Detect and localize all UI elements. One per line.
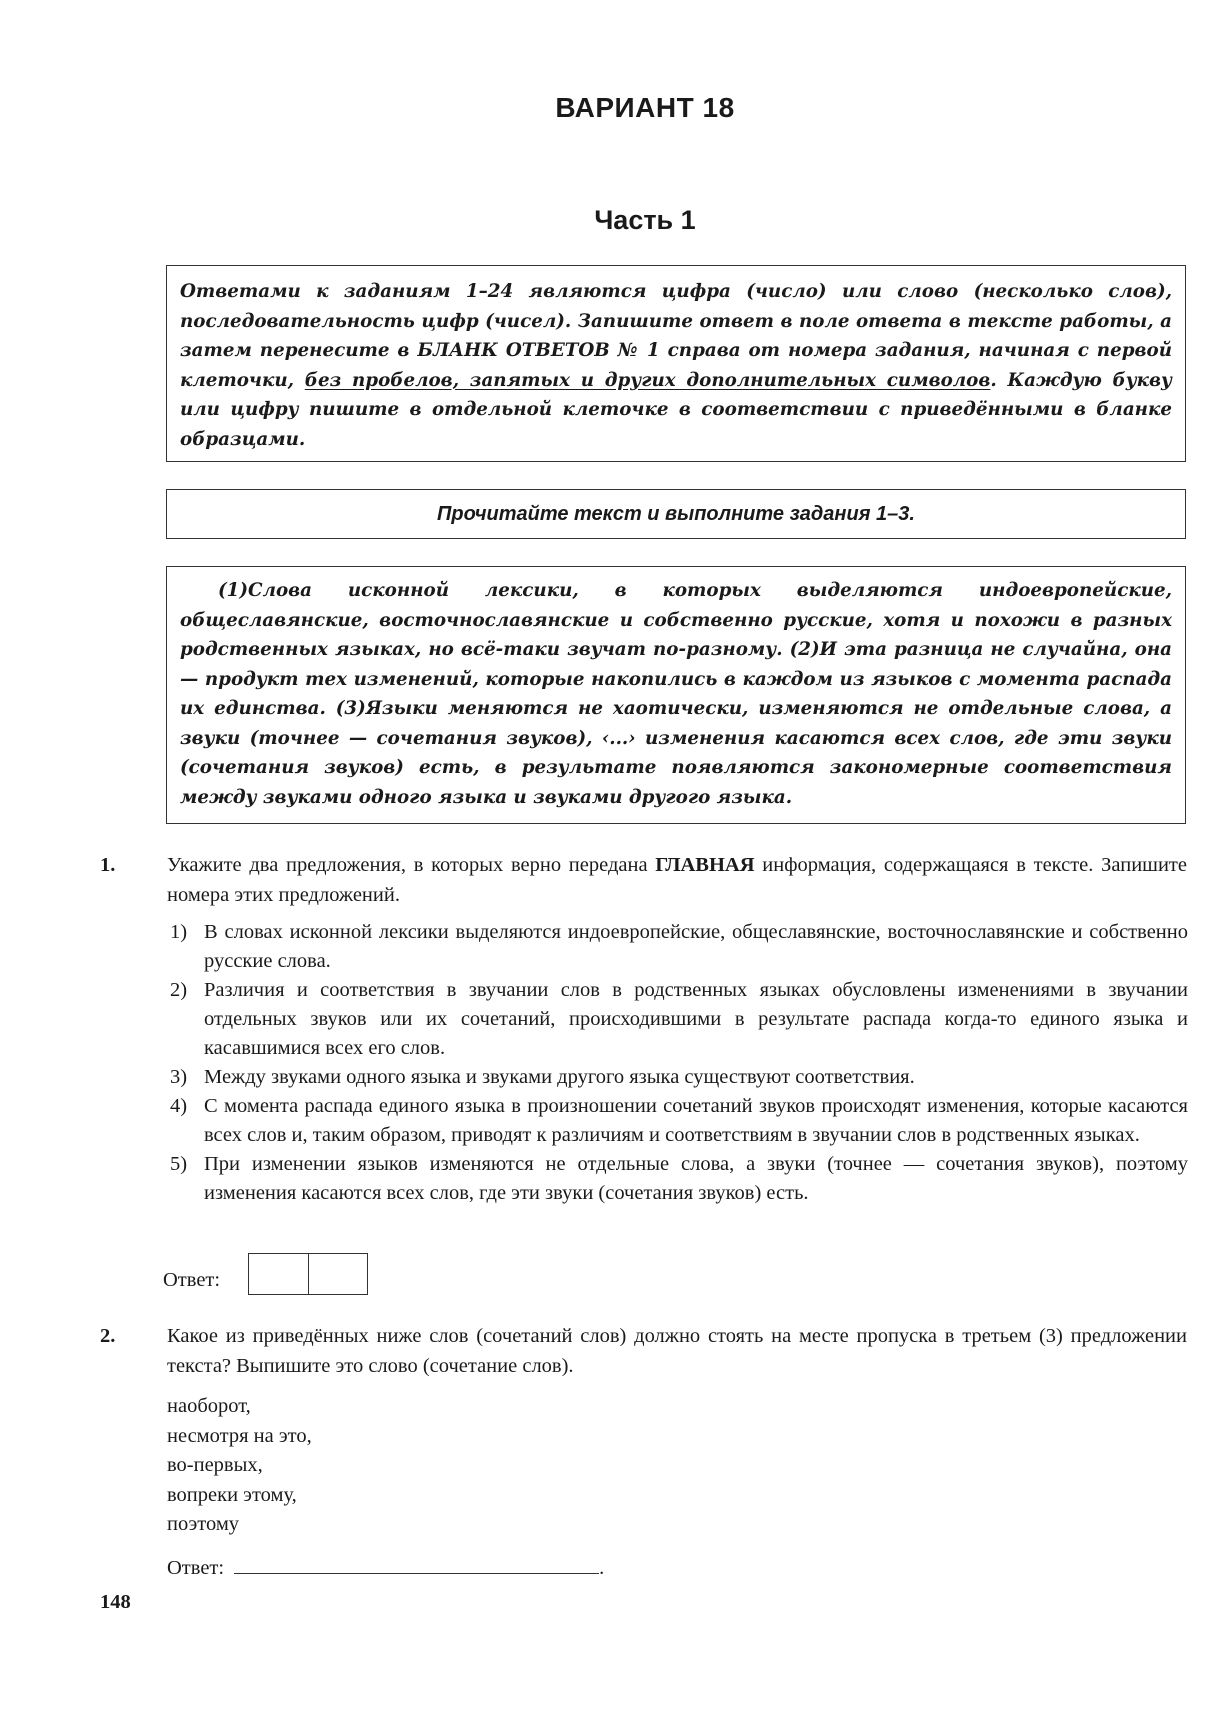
option-number: 4) [170, 1095, 188, 1117]
task2-word-list [167, 1392, 312, 1540]
instructions-underlined-text: без пробелов, запятых и других дополнительных символов [304, 369, 991, 391]
word-option: поэтому [167, 1513, 240, 1535]
option-5 [170, 1150, 1188, 1208]
instructions-box [166, 265, 1186, 462]
task1-prompt [167, 850, 1187, 910]
task2-number: 2. [100, 1325, 116, 1347]
task2-answer-line[interactable] [234, 1553, 599, 1574]
task1-prompt-end: информация, содержащаяся в тексте. Запишите номера этих предложений. [167, 854, 1187, 906]
option-number: 1) [170, 921, 188, 943]
option-text: Различия и соответствия в звучании слов в родственных языках обусловлены изменениями в звучании отдельных звуков или их сочетаний, происходившими в результате распада когда-то единого языка и касавшимися всех его слов. [204, 979, 1188, 1059]
option-3 [170, 1063, 1188, 1092]
part-title: Часть 1 [594, 205, 696, 235]
task2-answer-label: Ответ: [167, 1557, 225, 1579]
task1-answer-label: Ответ: [163, 1269, 221, 1291]
task1-prompt-bold: ГЛАВНАЯ [655, 854, 755, 876]
answer-cell-1[interactable] [249, 1254, 308, 1294]
task1-answer-boxes [248, 1253, 368, 1295]
variant-title: ВАРИАНТ 18 [555, 92, 735, 123]
task1-options [170, 918, 1188, 1208]
source-text: (1)Слова исконной лексики, в которых выделяются индоевропейские, общеславянские, восточнославянские и собственно русские, хотя и похожи в разных родственных языках, но всё-таки звучат по-разному. (2)И эта разница не случайна, она — продукт тех изменений, которые накопились в каждом из языков с момента распада их единства. (3)Языки меняются не хаотически, изменяются не отдельные слова, а звуки (точнее — сочетания звуков), ‹...› изменения касаются всех слов, где эти звуки (сочетания звуков) есть, в результате появляются закономерные соответствия между звуками одного языка и звуками другого языка. [166, 566, 1186, 824]
option-number: 2) [170, 979, 188, 1001]
option-1 [170, 918, 1188, 976]
task1-prompt-start: Укажите два предложения, в которых верно передана [167, 854, 656, 876]
option-4 [170, 1092, 1188, 1150]
read-instruction: Прочитайте текст и выполните задания 1–3. [166, 489, 1186, 539]
task1-number: 1. [100, 854, 116, 876]
option-text: С момента распада единого языка в произношении сочетаний звуков происходят изменения, которые касаются всех слов и, таким образом, приводят к различиям и соответствиям в звучании слов в родственных языках. [204, 1095, 1188, 1146]
option-text: Между звуками одного языка и звуками другого языка существуют соответствия. [204, 1066, 915, 1088]
word-option: во-первых, [167, 1454, 263, 1476]
instructions-text-start: Ответами к заданиям 1–24 являются цифра (число) или слово (несколько слов), последовательность цифр (чисел). Запишите ответ в поле ответа в тексте работы, а затем перенесите в БЛАНК ОТВЕТОВ № 1 справа от номера задания, начиная с первой клеточки, [180, 281, 1172, 391]
option-text: При изменении языков изменяются не отдельные слова, а звуки (точнее — сочетания звуков), поэтому изменения касаются всех слов, где эти звуки (сочетания звуков) есть. [204, 1153, 1188, 1204]
page-number: 148 [100, 1591, 131, 1613]
word-option: несмотря на это, [167, 1424, 312, 1447]
word-option: вопреки этому, [167, 1483, 297, 1506]
task2-answer-period: . [599, 1557, 605, 1579]
task2-answer-row [167, 1553, 604, 1580]
answer-cell-2[interactable] [308, 1254, 368, 1294]
task2-prompt: Какое из приведённых ниже слов (сочетаний слов) должно стоять на месте пропуска в третьем (3) предложении текста? Выпишите это слово (сочетание слов). [167, 1325, 1187, 1377]
instructions-text-end: . Каждую букву или цифру пишите в отдельной клеточке в соответствии с приведёнными в бланке образцами. [180, 369, 1172, 450]
option-number: 5) [170, 1153, 188, 1175]
option-text: В словах исконной лексики выделяются индоевропейские, общеславянские, восточнославянские и собственно русские слова. [204, 921, 1188, 972]
word-option: наоборот, [167, 1395, 251, 1417]
option-number: 3) [170, 1066, 188, 1088]
option-2 [170, 976, 1188, 1063]
